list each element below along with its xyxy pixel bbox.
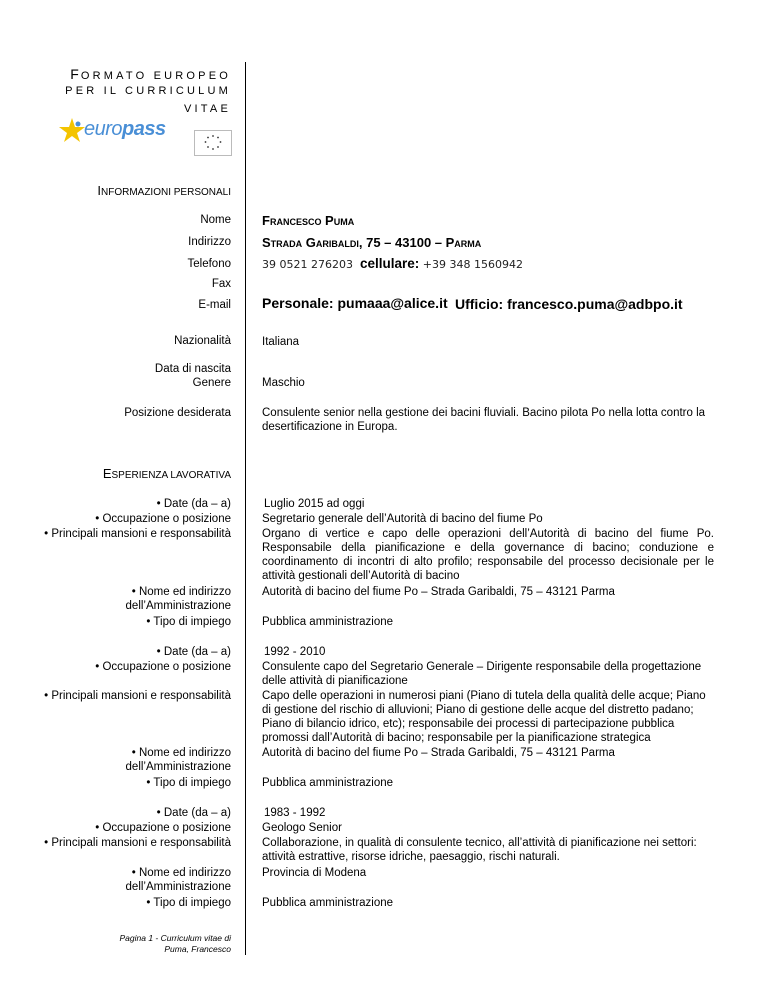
page-footer: Pagina 1 - Curriculum vitae di Puma, Francesco bbox=[119, 933, 231, 954]
job2-dates: 1992 - 2010 bbox=[264, 646, 326, 658]
job1-dates-label: • Date (da – a) bbox=[156, 498, 231, 510]
job3-occupation-label: • Occupazione o posizione bbox=[95, 822, 231, 834]
job1-dates: Luglio 2015 ad oggi bbox=[264, 498, 365, 510]
position-label: Posizione desiderata bbox=[124, 407, 231, 419]
nationality-label: Nazionalità bbox=[174, 335, 231, 347]
job2-occupation-label: • Occupazione o posizione bbox=[95, 661, 231, 673]
name-value: Francesco Puma bbox=[262, 213, 355, 228]
cv-title-line2: PER IL CURRICULUM bbox=[65, 85, 231, 97]
job1-duties-label: • Principali mansioni e responsabilità bbox=[44, 528, 231, 540]
job2-duties: Capo delle operazioni in numerosi piani (Piano di tutela della qualità delle acque; Piano di gestione del rischio di alluvioni; Piano di gestione delle acque del distretto padano; Piano di bilancio idrico, etc); responsabile dei processi di partecipazione pubblica promossi dall’Autorità di bacino; responsabile per la pianificazione strategica bbox=[262, 690, 706, 744]
job2-dates-label: • Date (da – a) bbox=[156, 646, 231, 658]
address-label: Indirizzo bbox=[188, 236, 231, 248]
name-label: Nome bbox=[200, 214, 231, 226]
gender-value: Maschio bbox=[262, 377, 305, 389]
phone-value: 39 0521 276203 cellulare: +39 348 1560942 bbox=[262, 256, 523, 271]
email-personal: Personale: pumaaa@alice.it bbox=[262, 295, 448, 311]
job1-type: Pubblica amministrazione bbox=[262, 616, 394, 628]
job3-duties: Collaborazione, in qualità di consulente tecnico, all’attività di pianificazione nei settori: attività estrattive, risorse idriche, paesaggio, rischi naturali. bbox=[262, 837, 697, 863]
job3-occupation: Geologo Senior bbox=[262, 822, 342, 834]
section-personal-info: INFORMAZIONI PERSONALI bbox=[97, 183, 231, 198]
job2-type: Pubblica amministrazione bbox=[262, 777, 394, 789]
job3-type: Pubblica amministrazione bbox=[262, 897, 394, 909]
cv-title-line3: VITAE bbox=[184, 103, 231, 115]
cv-title-line1: FORMATO EUROPEO bbox=[70, 66, 231, 82]
job2-occupation: Consulente capo del Segretario Generale – Dirigente responsabile della progettazione delle attività di pianificazione bbox=[262, 661, 702, 687]
section-work-experience: ESPERIENZA LAVORATIVA bbox=[102, 466, 231, 481]
job1-occupation-label: • Occupazione o posizione bbox=[95, 513, 231, 525]
job2-employer-label: • Nome ed indirizzo dell’Amministrazione bbox=[125, 747, 231, 773]
europass-logo: europass bbox=[84, 118, 166, 140]
job1-employer: Autorità di bacino del fiume Po – Strada Garibaldi, 75 – 43121 Parma bbox=[262, 586, 615, 598]
job3-dates-label: • Date (da – a) bbox=[156, 807, 231, 819]
position-value: Consulente senior nella gestione dei bacini fluviali. Bacino pilota Po nella lotta contro la desertificazione in Europa. bbox=[262, 407, 706, 433]
vertical-divider bbox=[245, 62, 246, 955]
email-office: Ufficio: francesco.puma@adbpo.it bbox=[455, 296, 683, 312]
eu-flag-icon bbox=[194, 130, 232, 156]
email-label: E-mail bbox=[198, 299, 231, 311]
job1-type-label: • Tipo di impiego bbox=[146, 616, 231, 628]
job3-employer: Provincia di Modena bbox=[262, 867, 367, 879]
job1-duties: Organo di vertice e capo delle operazioni dell’Autorità di bacino del fiume Po. Responsabile della pianificazione e della governance di bacino; conduzione e coordinamento di incontri di alto profilo; responsabile del processo decisionale per le attività gestionali dell’Autorità di bacino bbox=[262, 528, 714, 582]
job1-occupation: Segretario generale dell’Autorità di bacino del fiume Po bbox=[262, 513, 543, 525]
job1-employer-label: • Nome ed indirizzo dell’Amministrazione bbox=[125, 586, 231, 612]
gender-label: Genere bbox=[192, 377, 231, 389]
nationality-value: Italiana bbox=[262, 336, 300, 348]
phone-label: Telefono bbox=[187, 258, 231, 270]
address-value: Strada Garibaldi, 75 – 43100 – Parma bbox=[262, 235, 482, 250]
job2-type-label: • Tipo di impiego bbox=[146, 777, 231, 789]
job2-employer: Autorità di bacino del fiume Po – Strada Garibaldi, 75 – 43121 Parma bbox=[262, 747, 615, 759]
job3-dates: 1983 - 1992 bbox=[264, 807, 326, 819]
job2-duties-label: • Principali mansioni e responsabilità bbox=[44, 690, 231, 702]
birthdate-label: Data di nascita bbox=[154, 363, 231, 375]
job3-employer-label: • Nome ed indirizzo dell’Amministrazione bbox=[125, 867, 231, 893]
job3-type-label: • Tipo di impiego bbox=[146, 897, 231, 909]
job3-duties-label: • Principali mansioni e responsabilità bbox=[44, 837, 231, 849]
fax-label: Fax bbox=[211, 278, 231, 290]
